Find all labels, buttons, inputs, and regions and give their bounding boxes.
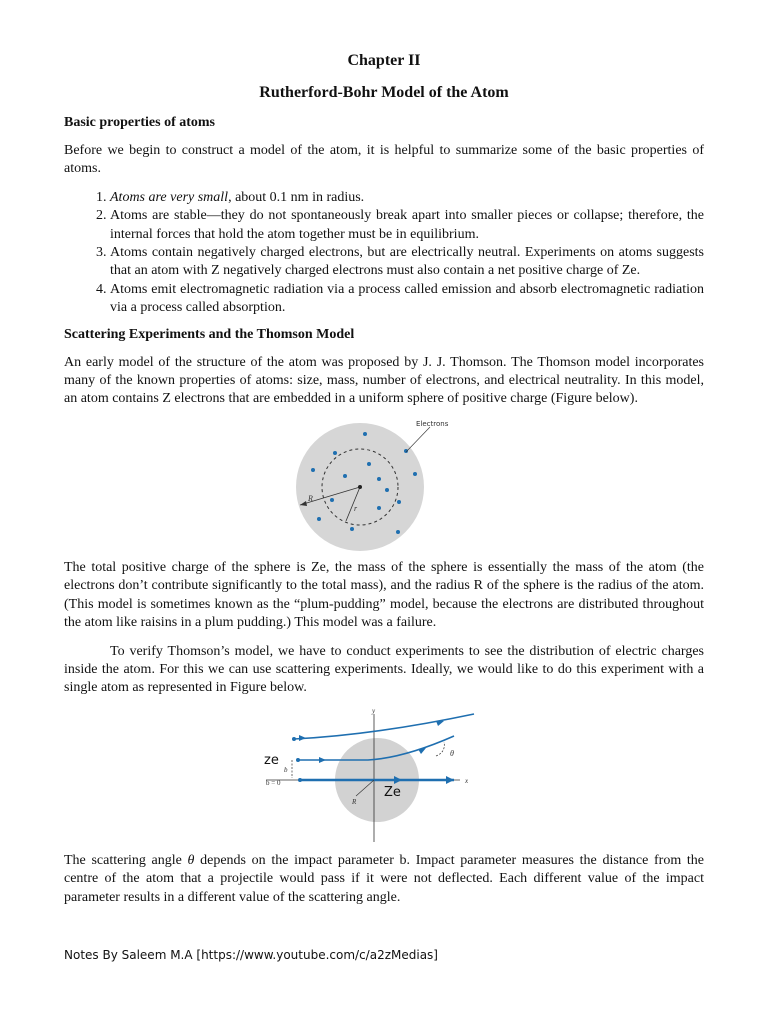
- electron: [396, 530, 400, 534]
- arrowhead: [436, 721, 444, 726]
- label-r: r: [354, 503, 358, 513]
- label-electrons: Electrons: [416, 419, 449, 428]
- label-R: R: [308, 493, 313, 503]
- electron: [350, 527, 354, 531]
- chapter-title: Rutherford-Bohr Model of the Atom: [259, 84, 509, 101]
- chapter-label: Chapter II: [347, 52, 421, 69]
- electron: [363, 432, 367, 436]
- arrowhead: [299, 735, 306, 741]
- intro-paragraph: Before we begin to construct a model of the atom, it is helpful to summarize some of the basic properties of atoms.: [64, 143, 704, 177]
- label-Ze: Ze: [384, 784, 401, 800]
- theta-symbol: θ: [187, 852, 195, 868]
- electron: [333, 451, 337, 455]
- theta-arc: [436, 742, 444, 756]
- list-item-italic: Atoms are very small: [110, 189, 229, 205]
- list-item: 3. Atoms contain negatively charged electrons, but are electrically neutral. Experiments on atoms suggests that an atom with Z negatively charged electrons must also contain a net positive charge of Ze.: [110, 244, 704, 281]
- label-ze: ze: [264, 752, 279, 768]
- verify-paragraph: To verify Thomson’s model, we have to conduct experiments to see the distribution of electric charges inside the atom. For this we can use scattering experiments. Ideally, we would like to do this experiment with a single atom as represented in Figure below.: [64, 643, 704, 696]
- label-b: b: [284, 765, 288, 774]
- electron: [317, 517, 321, 521]
- projectile-path-far: [294, 714, 474, 739]
- scattering-figure: [264, 708, 504, 844]
- arrowhead: [446, 776, 454, 784]
- label-b-zero: b = 0: [266, 778, 281, 787]
- list-item: 2. Atoms are stable—they do not spontaneously break apart into smaller pieces or collapse; therefore, the internal forces that hold the atom together must be in equilibrium.: [110, 207, 704, 244]
- arrowhead: [319, 757, 326, 763]
- electron: [377, 506, 381, 510]
- label-y: y: [372, 707, 376, 715]
- electron: [367, 462, 371, 466]
- document-page: [64, 50, 704, 917]
- section-heading-thomson: Scattering Experiments and the Thomson Model: [64, 326, 355, 342]
- thomson-paragraph: An early model of the structure of the atom was proposed by J. J. Thomson. The Thomson model incorporates many of the known properties of atoms: size, mass, number of electrons, and electrical neutrality. In this model, an atom contains Z electrons that are embedded in a uniform sphere of positive charge (Figure below).: [64, 354, 704, 407]
- scattering-angle-paragraph: The scattering angle θ depends on the impact parameter b. Impact parameter measures the distance from the centre of the atom that a projectile would pass if it were not deflected. Each different value of the impact parameter results in a different value of the scattering angle.: [64, 852, 704, 905]
- list-item: 4. Atoms emit electromagnetic radiation via a process called emission and absorb electromagnetic radiation via a process called absorption.: [110, 281, 704, 318]
- electrons-leader-line: [406, 427, 430, 452]
- list-item: 1. Atoms are very small, about 0.1 nm in radius.: [110, 189, 704, 207]
- plum-pudding-paragraph: The total positive charge of the sphere is Ze, the mass of the sphere is essentially the mass of the atom (the electrons don’t contribute significantly to the total mass), and the radius R of the sphere is the radius of the atom. (This model is sometimes known as the “plum-pudding” model, because the electrons are distributed throughout the atom like raisins in a plum pudding.) This model was a failure.: [64, 559, 704, 631]
- projectile-start: [298, 778, 302, 782]
- arrowhead: [418, 748, 426, 754]
- label-R: R: [352, 797, 357, 806]
- electron: [404, 449, 408, 453]
- projectile-start: [296, 758, 300, 762]
- label-x: x: [465, 776, 469, 785]
- electron: [330, 498, 334, 502]
- label-theta: θ: [450, 748, 454, 758]
- electron: [397, 500, 401, 504]
- sphere-center: [358, 485, 362, 489]
- footer-credit: Notes By Saleem M.A [https://www.youtube.com/c/a2zMedias]: [64, 948, 438, 962]
- electron: [311, 468, 315, 472]
- projectile-start: [292, 737, 296, 741]
- electron: [343, 474, 347, 478]
- electron: [413, 472, 417, 476]
- section-heading-basic-properties: Basic properties of atoms: [64, 115, 215, 130]
- thomson-model-figure: [294, 419, 474, 551]
- properties-list: [64, 189, 704, 318]
- electron: [385, 488, 389, 492]
- electron: [377, 477, 381, 481]
